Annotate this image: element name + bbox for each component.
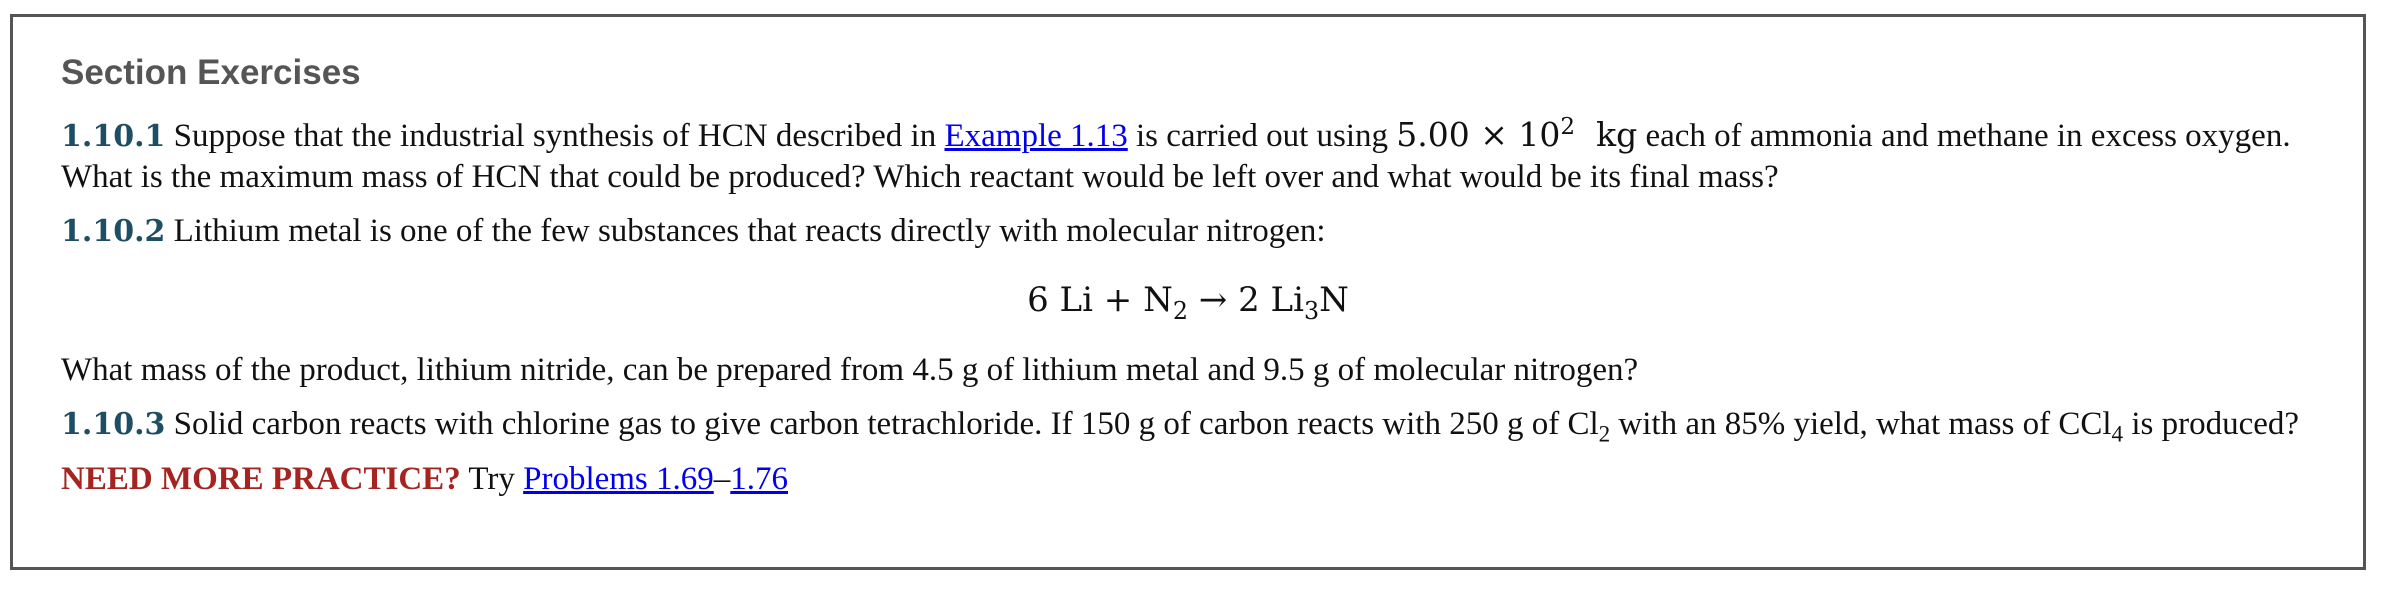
exercise-number: 1.10.1 <box>61 119 166 154</box>
try-text: Try <box>468 461 515 497</box>
section-exercises-content <box>61 53 2315 513</box>
chemical-equation <box>61 280 2315 325</box>
equation-lhs: 6 Li + N <box>1027 280 1173 320</box>
equation-lhs-subscript: 2 <box>1172 296 1188 325</box>
ccl-subscript: 4 <box>2111 420 2124 447</box>
exercise-text <box>1618 406 2124 447</box>
need-more-practice-label: NEED MORE PRACTICE? <box>61 461 461 497</box>
quantity-unit: kg <box>1596 115 1638 154</box>
quantity-exponent: 2 <box>1560 114 1576 140</box>
exercise-text: is produced? <box>2131 406 2300 442</box>
equation-rhs: 2 Li <box>1238 280 1304 320</box>
exercise-text: Suppose that the industrial synthesis of HCN described in <box>173 118 937 154</box>
exercise-number: 1.10.2 <box>61 214 166 249</box>
exercise-text <box>173 406 1611 447</box>
equation-rhs-suffix: N <box>1319 280 1349 320</box>
quantity-mantissa: 5.00 × 10 <box>1396 115 1561 154</box>
exercise-2-question: What mass of the product, lithium nitride, can be prepared from 4.5 g of lithium metal and 9.5 g of molecular nitrogen? <box>61 352 1639 388</box>
exercise-1 <box>61 115 2315 197</box>
exercise-text-part: Solid carbon reacts with chlorine gas to give carbon tetrachloride. If 150 g of carbon reacts with 250 g of Cl <box>173 406 1599 442</box>
exercise-text: Lithium metal is one of the few substances that reacts directly with molecular nitrogen: <box>173 213 1326 249</box>
example-link[interactable]: Example 1.13 <box>944 118 1128 154</box>
exercise-text: is carried out using <box>1136 118 1389 154</box>
cl-subscript: 2 <box>1598 420 1611 447</box>
exercise-text-part: with an 85% yield, what mass of CCl <box>1618 406 2112 442</box>
problems-link-end[interactable]: 1.76 <box>730 461 789 497</box>
equation-rhs-subscript: 3 <box>1304 296 1320 325</box>
range-dash: – <box>713 461 731 497</box>
equation-arrow: → <box>1187 280 1239 320</box>
practice-line <box>61 459 2315 499</box>
exercise-3 <box>61 404 2315 445</box>
exercise-2 <box>61 211 2315 252</box>
quantity <box>1396 115 1637 154</box>
exercise-number: 1.10.3 <box>61 407 166 442</box>
problems-link-start[interactable]: Problems 1.69 <box>523 461 714 497</box>
exercise-text: each of ammonia and methane in excess oxygen. What is the maximum mass of HCN that could be produced? Which reactant would be left over and what would be its final mass? <box>61 118 2291 195</box>
section-heading: Section Exercises <box>61 53 361 92</box>
section-exercises-box <box>10 14 2366 570</box>
